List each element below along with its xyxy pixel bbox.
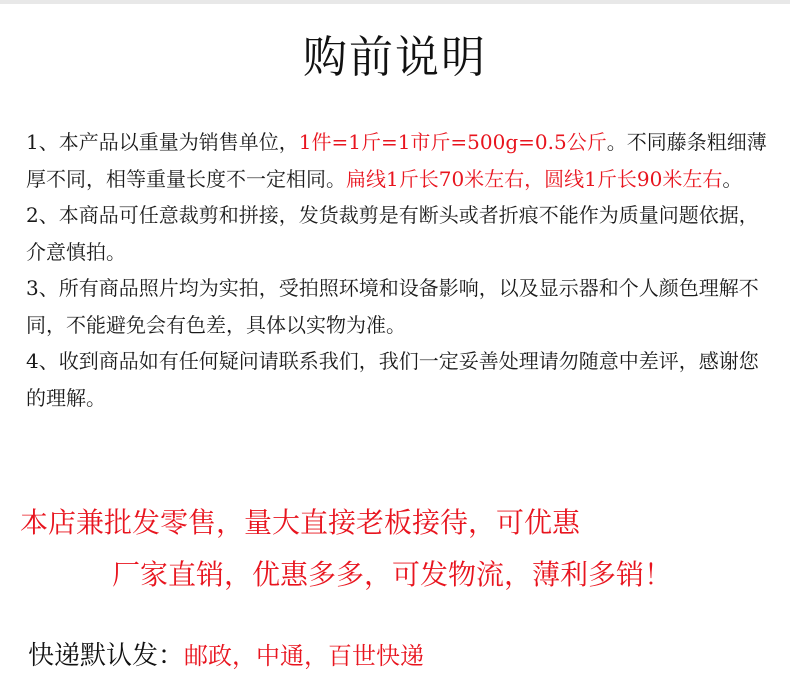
note-3 [26,270,768,343]
note-4-text: 4、收到商品如有任何疑问请联系我们，我们一定妥善处理请勿随意中差评，感谢您的理解。 [26,349,759,410]
shipping-info [28,638,424,674]
promo-line-1: 本店兼批发零售，量大直接老板接待，可优惠 [20,506,581,539]
notes-section [26,124,768,416]
top-divider [0,0,790,4]
promo-line-2: 厂家直销，优惠多多，可发物流，薄利多销！ [112,558,673,591]
note-2-text: 2、本商品可任意裁剪和拼接，发货裁剪是有断头或者折痕不能作为质量问题依据，介意慎拍。 [26,203,759,264]
page-title: 购前说明 [303,32,487,83]
shipping-label: 快递默认发： [28,641,185,671]
note-1 [26,124,768,197]
note-2 [26,197,768,270]
note-1-weight-conversion: 1件=1斤=1市斤=500g=0.5公斤 [298,130,607,154]
note-4 [26,343,768,416]
shipping-couriers: 邮政，中通，百世快递 [184,642,425,670]
note-1-text-c: 。 [722,166,743,191]
note-1-length-info: 扁线1斤长70米左右，圆线1斤长90米左右 [346,166,723,191]
note-3-text: 3、所有商品照片均为实拍，受拍照环境和设备影响，以及显示器和个人颜色理解不同，不能避免会有色差，具体以实物为准。 [26,276,759,337]
note-1-text-a: 1、本产品以重量为销售单位， [26,130,299,154]
note-1-text-b: 。不同藤条粗细薄厚不同，相等重量长度不一定相同。 [26,130,767,191]
